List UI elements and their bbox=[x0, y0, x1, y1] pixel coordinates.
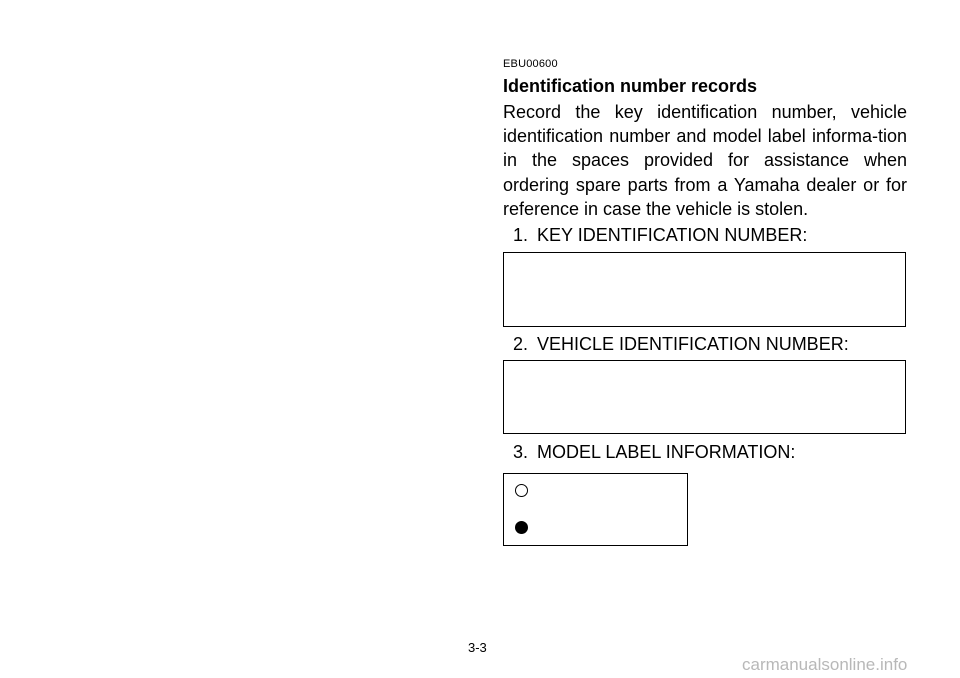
filled-circle-icon bbox=[515, 521, 528, 534]
item-label: MODEL LABEL INFORMATION: bbox=[537, 442, 796, 462]
item-label: KEY IDENTIFICATION NUMBER: bbox=[537, 225, 808, 245]
item-key-id bbox=[513, 225, 807, 246]
key-id-record-box[interactable] bbox=[503, 252, 906, 327]
item-model-label bbox=[513, 442, 795, 463]
intro-paragraph: Record the key identification number, vehicle identification number and model label informa-tion in the spaces provided for assistance when ordering spare parts from a Yamaha dealer or for reference in case the vehicle is stolen. bbox=[503, 102, 907, 219]
vehicle-id-record-box[interactable] bbox=[503, 360, 906, 434]
item-vehicle-id bbox=[513, 334, 849, 355]
item-label: VEHICLE IDENTIFICATION NUMBER: bbox=[537, 334, 849, 354]
model-label-record-box[interactable] bbox=[503, 473, 688, 546]
page-heading: Identification number records bbox=[503, 76, 758, 96]
item-number: 1. bbox=[513, 225, 529, 245]
open-circle-icon bbox=[515, 484, 528, 497]
item-number: 3. bbox=[513, 442, 529, 462]
section-code: EBU00600 bbox=[503, 58, 558, 70]
watermark: carmanualsonline.info bbox=[742, 655, 908, 674]
page-number: 3-3 bbox=[468, 640, 487, 655]
item-number: 2. bbox=[513, 334, 529, 354]
